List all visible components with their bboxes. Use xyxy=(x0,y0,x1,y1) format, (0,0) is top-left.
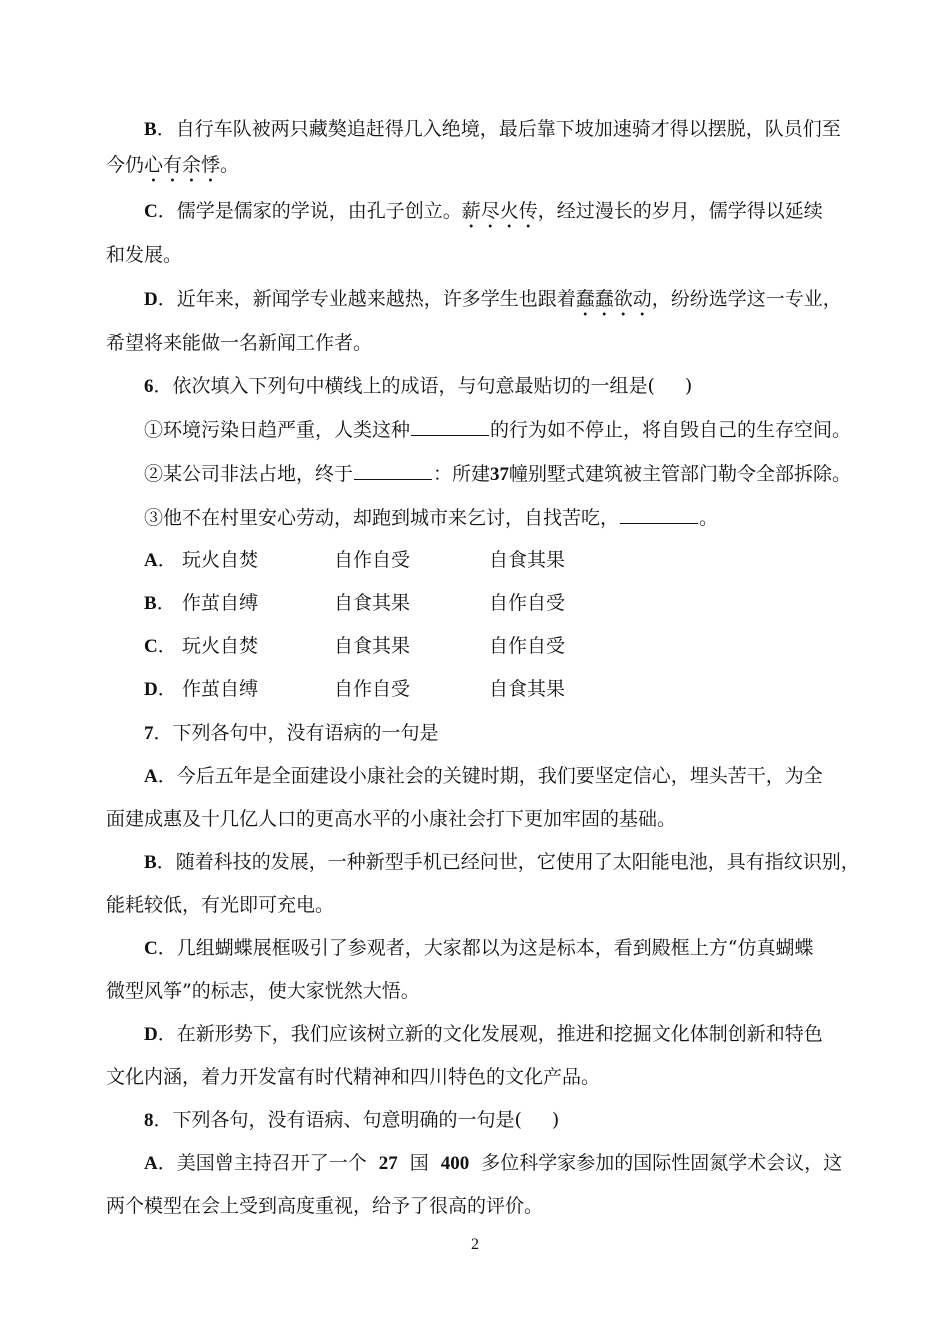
fill-blank xyxy=(354,461,432,480)
option-idiom-2: 自作自受 xyxy=(334,549,411,571)
q7-option-d-line2: 文化内涵，着力开发富有时代精神和四川特色的文化产品。 xyxy=(106,1066,601,1088)
option-idiom-1: 玩火自焚 xyxy=(182,635,259,657)
option-idiom-3: 自食其果 xyxy=(489,549,566,571)
q5-option-c-line2: 和发展。 xyxy=(106,244,183,266)
option-text: ．几组蝴蝶展框吸引了参观者，大家都以为这是标本，看到殿框上方“仿真蝴蝶 xyxy=(157,937,814,959)
option-label: B xyxy=(144,852,157,873)
q8-stem xyxy=(144,1108,846,1133)
option-idiom-2: 自作自受 xyxy=(334,678,411,700)
question-text: ) xyxy=(684,375,693,397)
q6-option-b xyxy=(144,591,846,616)
q6-sentence-1 xyxy=(144,417,852,442)
dotted-idiom: 心有余悸 xyxy=(144,154,221,176)
q6-option-c xyxy=(144,634,846,659)
option-text: ．儒学是儒家的学说，由孔子创立。 xyxy=(157,200,462,222)
option-idiom-2: 自食其果 xyxy=(334,592,411,614)
q8-option-a-line2: 两个模型在会上受到高度重视，给予了很高的评价。 xyxy=(106,1195,544,1217)
sentence-text: ③他不在村里安心劳动，却跑到城市来乞讨，自找苦吃， xyxy=(144,507,620,529)
q5-option-b-line1 xyxy=(144,117,846,142)
option-text: ．随着科技的发展，一种新型手机已经问世，它使用了太阳能电池，具有指纹识别， xyxy=(156,851,860,873)
q5-option-c-line1 xyxy=(144,199,846,233)
option-idiom-3: 自作自受 xyxy=(489,635,566,657)
question-text: ．下列各句，没有语病、句意明确的一句是( xyxy=(153,1109,522,1131)
q6-stem xyxy=(144,374,846,399)
option-label: A xyxy=(144,1153,158,1174)
option-text: ，经过漫长的岁月，儒学得以延续 xyxy=(537,200,823,222)
option-idiom-1: 玩火自焚 xyxy=(182,549,259,571)
option-text: 多位科学家参加的国际性固氮学术会议，这 xyxy=(481,1152,843,1174)
option-idiom-3: 自食其果 xyxy=(489,678,566,700)
q7-option-a-line2: 面建成惠及十几亿人口的更高水平的小康社会打下更加牢固的基础。 xyxy=(106,808,677,830)
option-text: 。 xyxy=(220,154,240,176)
option-idiom-1: 作茧自缚 xyxy=(182,592,259,614)
option-text: ．近年来，新闻学专业越来越热，许多学生也跟着 xyxy=(157,288,576,310)
sentence-text: 幢别墅式建筑被主管部门勒令全部拆除。 xyxy=(509,463,852,485)
question-text: ) xyxy=(551,1109,560,1131)
option-label: C xyxy=(144,938,158,959)
page-number: 2 xyxy=(471,1236,479,1253)
option-label: A xyxy=(144,766,158,787)
option-label: B xyxy=(144,593,157,614)
option-idiom-1: 作茧自缚 xyxy=(182,678,259,700)
option-idiom-3: 自作自受 xyxy=(489,592,566,614)
sentence-text: ①环境污染日趋严重，人类这种 xyxy=(144,419,411,441)
option-idiom-2: 自食其果 xyxy=(334,635,411,657)
option-label: B xyxy=(144,119,157,140)
option-label: A xyxy=(144,550,158,571)
q7-option-c-line1 xyxy=(144,936,846,961)
question-text: ．下列各句中，没有语病的一句是 xyxy=(153,722,439,744)
q7-option-c-line2: 微型风筝”的标志，使大家恍然大悟。 xyxy=(106,980,420,1002)
q6-option-a xyxy=(144,548,846,573)
q5-option-d-line2: 希望将来能做一名新闻工作者。 xyxy=(106,332,373,354)
q6-option-d xyxy=(144,677,846,702)
option-number: 400 xyxy=(440,1153,470,1174)
option-text: 国 xyxy=(409,1152,429,1174)
sentence-text: 。 xyxy=(699,507,719,529)
question-text: ．依次填入下列句中横线上的成语，与句意最贴切的一组是( xyxy=(153,375,655,397)
q5-option-b-line2 xyxy=(106,153,846,187)
dotted-idiom: 薪尽火传 xyxy=(461,200,538,222)
q7-option-b-line1 xyxy=(144,850,860,875)
option-label: D xyxy=(144,289,158,310)
q8-option-a-line1 xyxy=(144,1151,846,1176)
sentence-text: 的行为如不停止，将自毁自己的生存空间。 xyxy=(490,419,852,441)
option-separator: ． xyxy=(157,678,177,700)
option-text: ，纷纷选学这一专业， xyxy=(651,288,842,310)
question-number: 6 xyxy=(144,376,154,397)
q7-option-d-line1 xyxy=(144,1022,846,1047)
option-text: ．自行车队被两只藏獒追赶得几入绝境，最后靠下坡加速骑才得以摆脱，队员们至 xyxy=(156,118,841,140)
q7-stem xyxy=(144,721,846,746)
option-separator: ． xyxy=(156,592,176,614)
question-number: 7 xyxy=(144,723,154,744)
option-label: C xyxy=(144,201,158,222)
q7-option-a-line1 xyxy=(144,764,846,789)
q6-sentence-2 xyxy=(144,461,852,487)
q5-option-d-line1 xyxy=(144,287,846,321)
option-number: 27 xyxy=(378,1153,398,1174)
question-number: 8 xyxy=(144,1110,154,1131)
sentence-number: 37 xyxy=(490,464,510,485)
option-text: 今仍 xyxy=(106,154,145,176)
option-separator: ． xyxy=(157,635,177,657)
fill-blank xyxy=(620,505,698,524)
q7-option-b-line2: 能耗较低，有光即可充电。 xyxy=(106,894,335,916)
q6-sentence-3 xyxy=(144,505,846,530)
sentence-text: ：所建 xyxy=(433,463,491,485)
option-label: C xyxy=(144,636,158,657)
option-separator: ． xyxy=(157,549,177,571)
option-text: ．美国曾主持召开了一个 xyxy=(157,1152,367,1174)
option-label: D xyxy=(144,679,158,700)
option-text: ．今后五年是全面建设小康社会的关键时期，我们要坚定信心，埋头苦干，为全 xyxy=(157,765,823,787)
option-text: ．在新形势下，我们应该树立新的文化发展观，推进和挖掘文化体制创新和特色 xyxy=(157,1023,823,1045)
dotted-idiom: 蠢蠢欲动 xyxy=(575,288,652,310)
sentence-text: ②某公司非法占地，终于 xyxy=(144,463,354,485)
option-label: D xyxy=(144,1024,158,1045)
fill-blank xyxy=(411,417,489,436)
